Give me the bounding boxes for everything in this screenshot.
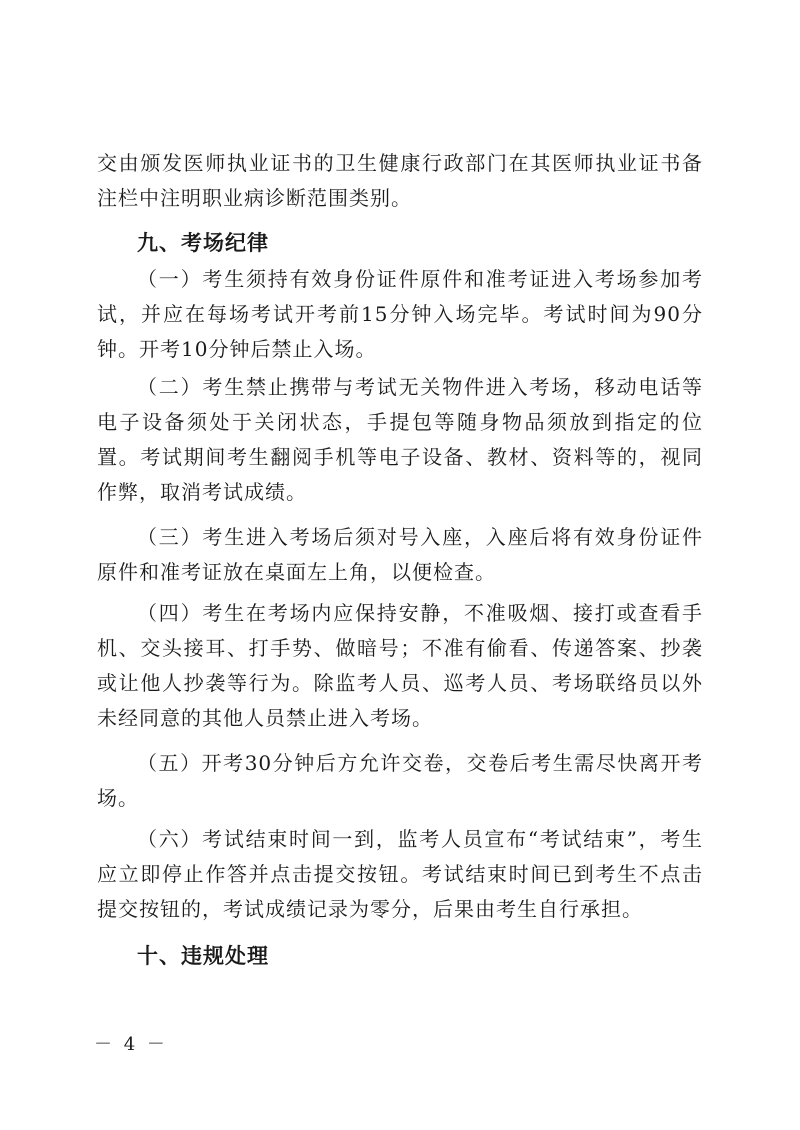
section-heading-exam-discipline: 九、考场纪律 (137, 231, 269, 255)
section-heading-violation-handling: 十、违规处理 (137, 944, 269, 968)
page-number: － 4 － (94, 1034, 168, 1055)
paragraph-1: （一）考生须持有效身份证件原件和准考证进入考场参加考试，并应在每场考试开考前15分钟入场完毕。考试时间为90分钟。开考10分钟后禁止入场。 (97, 267, 703, 361)
paragraph-6: （六）考试结束时间一到，监考人员宣布“考试结束”，考生应立即停止作答并点击提交按钮。考试结束时间已到考生不点击提交按钮的，考试成绩记录为零分，后果由考生自行承担。 (97, 827, 703, 921)
continuation-paragraph: 交由颁发医师执业证书的卫生健康行政部门在其医师执业证书备注栏中注明职业病诊断范围类别。 (97, 151, 703, 210)
paragraph-2: （二）考生禁止携带与考试无关物件进入考场，移动电话等电子设备须处于关闭状态，手提包等随身物品须放到指定的位置。考试期间考生翻阅手机等电子设备、教材、资料等的，视同作弊，取消考试成绩。 (97, 375, 703, 504)
paragraph-4: （四）考生在考场内应保持安静，不准吸烟、接打或查看手机、交头接耳、打手势、做暗号；不准有偷看、传递答案、抄袭或让他人抄袭等行为。除监考人员、巡考人员、考场联络员以外未经同意的其他人员禁止进入考场。 (97, 601, 703, 730)
paragraph-5: （五）开考30分钟后方允许交卷，交卷后考生需尽快离开考场。 (97, 751, 703, 810)
paragraph-3: （三）考生进入考场后须对号入座，入座后将有效身份证件原件和准考证放在桌面左上角，以便检查。 (97, 525, 703, 584)
